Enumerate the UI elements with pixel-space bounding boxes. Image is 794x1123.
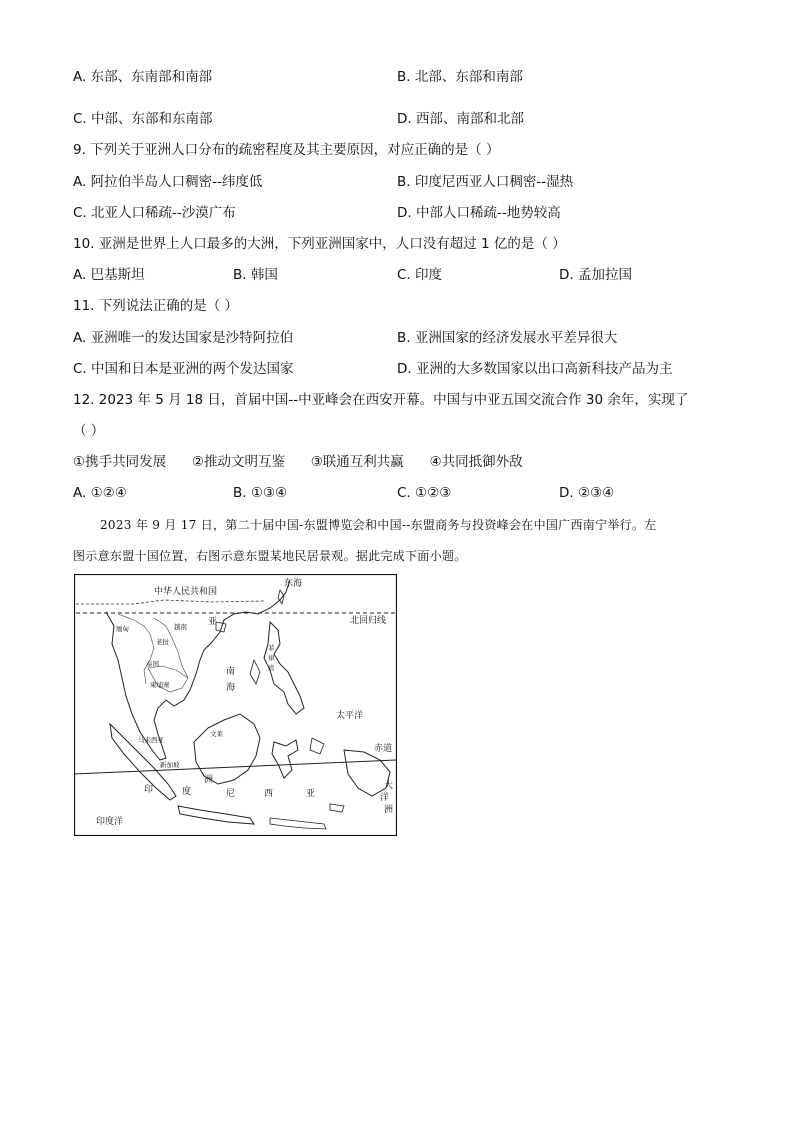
label-brunei: 文莱 xyxy=(210,730,223,738)
label-cambodia: 柬埔寨 xyxy=(150,681,170,689)
q12-option-a: A. ①②④ xyxy=(73,485,127,501)
label-indo-ya: 亚 xyxy=(306,789,316,799)
label-china: 中华人民共和国 xyxy=(154,587,218,597)
label-tropic: 北回归线 xyxy=(350,616,387,626)
q10-option-d: D. 孟加拉国 xyxy=(559,267,632,283)
label-east-sea: 东海 xyxy=(284,579,303,589)
label-south-hai: 海 xyxy=(226,683,236,693)
q8-option-c: C. 中部、东部和东南部 xyxy=(73,111,213,127)
label-indian-ocean: 印度洋 xyxy=(96,817,124,827)
q9-stem: 9. 下列关于亚洲人口分布的疏密程度及其主要原因，对应正确的是（ ） xyxy=(73,142,500,158)
asean-map xyxy=(74,574,397,836)
q11-option-b: B. 亚洲国家的经济发展水平差异很大 xyxy=(397,330,618,346)
q10-stem: 10. 亚洲是世界上人口最多的大洲，下列亚洲国家中，人口没有超过 1 亿的是（ ） xyxy=(73,236,566,252)
q10-option-c: C. 印度 xyxy=(397,267,443,283)
label-oceania-3: 洲 xyxy=(384,805,394,815)
q9-option-d: D. 中部人口稀疏--地势较高 xyxy=(397,205,561,221)
label-malaysia: 马来西亚 xyxy=(138,736,164,744)
label-indo-yin: 印 xyxy=(144,785,154,795)
q12-option-d: D. ②③④ xyxy=(559,485,615,501)
q11-stem: 11. 下列说法正确的是（ ） xyxy=(73,298,239,314)
label-oceania-2: 洋 xyxy=(380,793,390,803)
label-asia-ya: 亚 xyxy=(208,617,218,627)
label-south-nan: 南 xyxy=(226,667,236,677)
label-phil-3: 宾 xyxy=(268,664,275,672)
q12-stem: 12. 2023 年 5 月 18 日，首届中国--中亚峰会在西安开幕。中国与中亚五国交流合作 30 余年，实现了 xyxy=(73,392,689,408)
q10-option-b: B. 韩国 xyxy=(233,267,278,283)
label-thailand: 泰国 xyxy=(146,660,159,668)
label-laos: 老挝 xyxy=(156,638,169,646)
q8-option-b: B. 北部、东部和南部 xyxy=(397,69,523,85)
label-zhou: 洲 xyxy=(204,775,214,785)
intro-line-1: 2023 年 9 月 17 日，第二十届中国-东盟博览会和中国--东盟商务与投资峰会在中国广西南宁举行。左 xyxy=(100,518,657,532)
q10-option-a: A. 巴基斯坦 xyxy=(73,267,145,283)
label-oceania-1: 大 xyxy=(384,781,394,791)
label-indo-du: 度 xyxy=(182,787,192,797)
q9-option-c: C. 北亚人口稀疏--沙漠广布 xyxy=(73,205,236,221)
q11-option-d: D. 亚洲的大多数国家以出口高新科技产品为主 xyxy=(397,361,673,377)
q12-items: ①携手共同发展 ②推动文明互鉴 ③联通互利共赢 ④共同抵御外敌 xyxy=(73,454,523,470)
q12-option-b: B. ①③④ xyxy=(233,485,288,501)
q8-option-d: D. 西部、南部和北部 xyxy=(397,111,524,127)
label-myanmar: 缅甸 xyxy=(116,625,129,633)
q12-stem-cont: （ ） xyxy=(73,423,105,439)
label-pacific: 太平洋 xyxy=(336,711,364,721)
label-phil-1: 菲 xyxy=(268,644,275,652)
label-equator: 赤道 xyxy=(374,744,393,754)
label-phil-2: 律 xyxy=(268,654,275,662)
label-singapore: 新加坡 xyxy=(160,761,180,769)
q9-option-b: B. 印度尼西亚人口稠密--湿热 xyxy=(397,174,574,190)
q8-option-a: A. 东部、东南部和南部 xyxy=(73,69,213,85)
q9-option-a: A. 阿拉伯半岛人口稠密--纬度低 xyxy=(73,174,263,190)
label-indo-xi: 西 xyxy=(264,789,274,799)
q11-option-a: A. 亚洲唯一的发达国家是沙特阿拉伯 xyxy=(73,330,294,346)
label-indo-ni: 尼 xyxy=(226,789,236,799)
label-vietnam: 越南 xyxy=(174,623,187,631)
q11-option-c: C. 中国和日本是亚洲的两个发达国家 xyxy=(73,361,294,377)
intro-line-2: 图示意东盟十国位置，右图示意东盟某地民居景观。据此完成下面小题。 xyxy=(73,549,467,563)
q12-option-c: C. ①②③ xyxy=(397,485,452,501)
